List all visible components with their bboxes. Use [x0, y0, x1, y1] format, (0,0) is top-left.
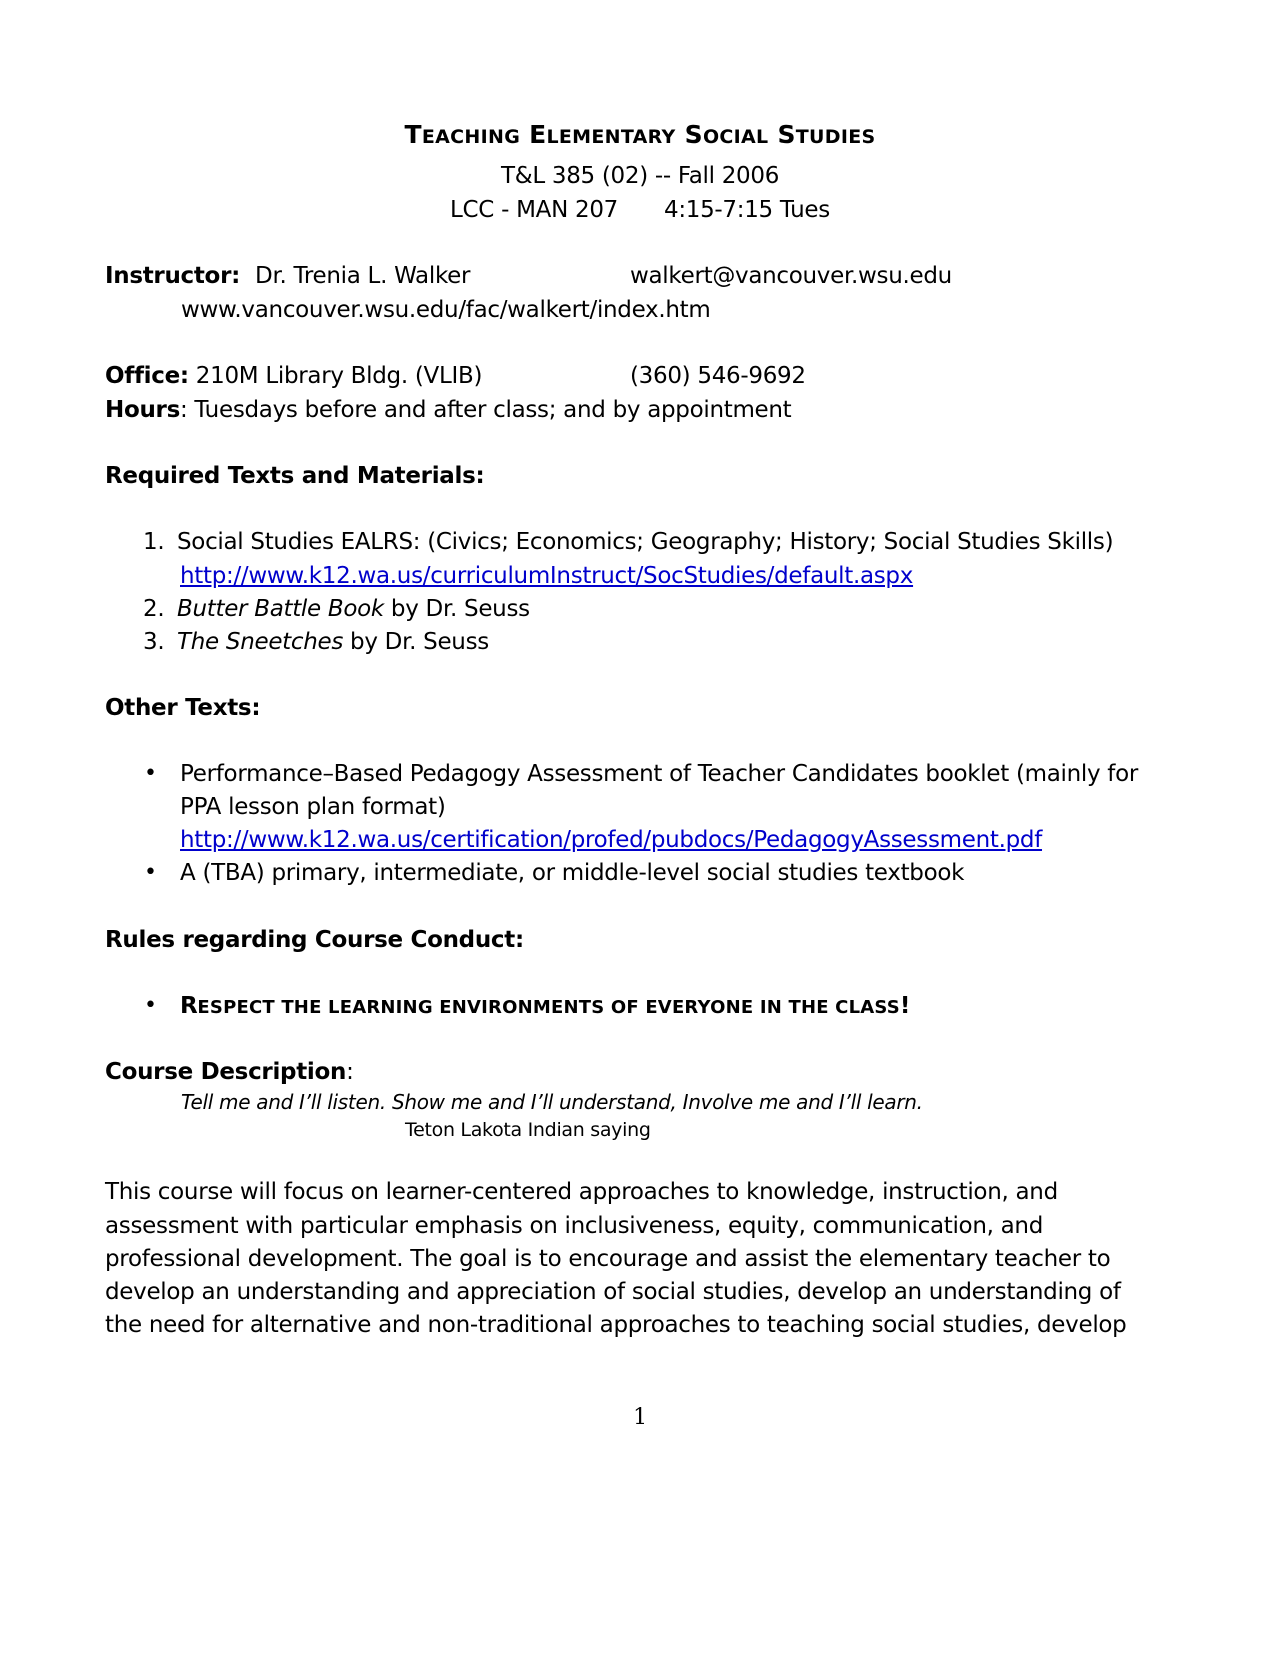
course-location-time: [0, 195, 1280, 225]
quote: Tell me and I’ll listen. Show me and I’ll understand, Involve me and I’ll learn.: [181, 1090, 923, 1114]
instructor-website[interactable]: www.vancouver.wsu.edu/fac/walkert/index.htm: [181, 297, 711, 323]
hours-label: Hours: [105, 397, 180, 423]
paragraph-line: develop an understanding and appreciation of social studies, develop an understanding of: [105, 1279, 1121, 1305]
heading-colon: :: [346, 1059, 354, 1085]
course-title: TEACHING ELEMENTARY SOCIAL STUDIES: [404, 120, 876, 149]
required-item-3: [143, 627, 489, 657]
list-number: 1.: [143, 529, 165, 555]
list-number: 2.: [143, 596, 165, 622]
paragraph-line: assessment with particular emphasis on inclusiveness, equity, communication, and: [105, 1213, 1043, 1239]
bullet-icon: •: [144, 860, 157, 885]
list-item-text: Social Studies EALRS: (Civics; Economics; Geography; History; Social Studies Skills): [177, 529, 1114, 555]
hours-value: : Tuesdays before and after class; and by appointment: [179, 397, 792, 423]
instructor-email[interactable]: walkert@vancouver.wsu.edu: [630, 263, 952, 289]
office-phone: (360) 546-9692: [630, 363, 806, 389]
quote-attribution: Teton Lakota Indian saying: [405, 1119, 651, 1141]
office-value: 210M Library Bldg. (VLIB): [195, 363, 483, 389]
course-location: LCC - MAN 207: [450, 197, 618, 223]
instructor-label: Instructor:: [105, 263, 241, 289]
list-item-text: by Dr. Seuss: [343, 629, 489, 655]
rule-end: !: [899, 993, 911, 1019]
office-label: Office:: [105, 363, 189, 389]
required-item-1: [143, 527, 1113, 557]
list-item-text: by Dr. Seuss: [383, 596, 530, 622]
heading-text: Course Description: [105, 1059, 347, 1085]
book-title: Butter Battle Book: [177, 596, 384, 622]
paragraph-line: the need for alternative and non-traditional approaches to teaching social studies, develop: [105, 1312, 1127, 1338]
required-item-2: [143, 594, 530, 624]
course-code: T&L 385 (02) -- Fall 2006: [500, 163, 780, 189]
required-texts-heading: Required Texts and Materials:: [105, 463, 485, 489]
bullet-icon: •: [144, 761, 157, 786]
course-description-heading: [105, 1057, 354, 1087]
paragraph-line: This course will focus on learner-centered approaches to knowledge, instruction, and: [105, 1179, 1058, 1205]
hours-line: [105, 395, 791, 425]
other-item-1-line2: PPA lesson plan format): [180, 794, 446, 820]
other-item-1-line1: Performance–Based Pedagogy Assessment of Teacher Candidates booklet (mainly for: [180, 761, 1139, 787]
rule-initial: R: [180, 993, 198, 1019]
bullet-icon: •: [144, 993, 157, 1018]
paragraph-line: professional development. The goal is to encourage and assist the elementary teacher to: [105, 1246, 1111, 1272]
rules-heading: Rules regarding Course Conduct:: [105, 927, 524, 953]
rules-item: [180, 991, 910, 1023]
page-number: 1: [633, 1405, 647, 1430]
other-item-2: A (TBA) primary, intermediate, or middle-level social studies textbook: [180, 860, 965, 886]
instructor-line: [105, 261, 470, 291]
list-number: 3.: [143, 629, 165, 655]
ealrs-link[interactable]: http://www.k12.wa.us/curriculumInstruct/SocStudies/default.aspx: [180, 563, 914, 589]
pedagogy-assessment-link[interactable]: http://www.k12.wa.us/certification/profed/pubdocs/PedagogyAssessment.pdf: [180, 827, 1043, 853]
other-texts-heading: Other Texts:: [105, 695, 261, 721]
book-title: The Sneetches: [177, 629, 344, 655]
office-line: [105, 361, 482, 391]
rule-text: ESPECT THE LEARNING ENVIRONMENTS OF EVERYONE IN THE CLASS: [197, 997, 900, 1018]
course-time: 4:15-7:15 Tues: [663, 197, 830, 223]
instructor-name: Dr. Trenia L. Walker: [255, 263, 471, 289]
